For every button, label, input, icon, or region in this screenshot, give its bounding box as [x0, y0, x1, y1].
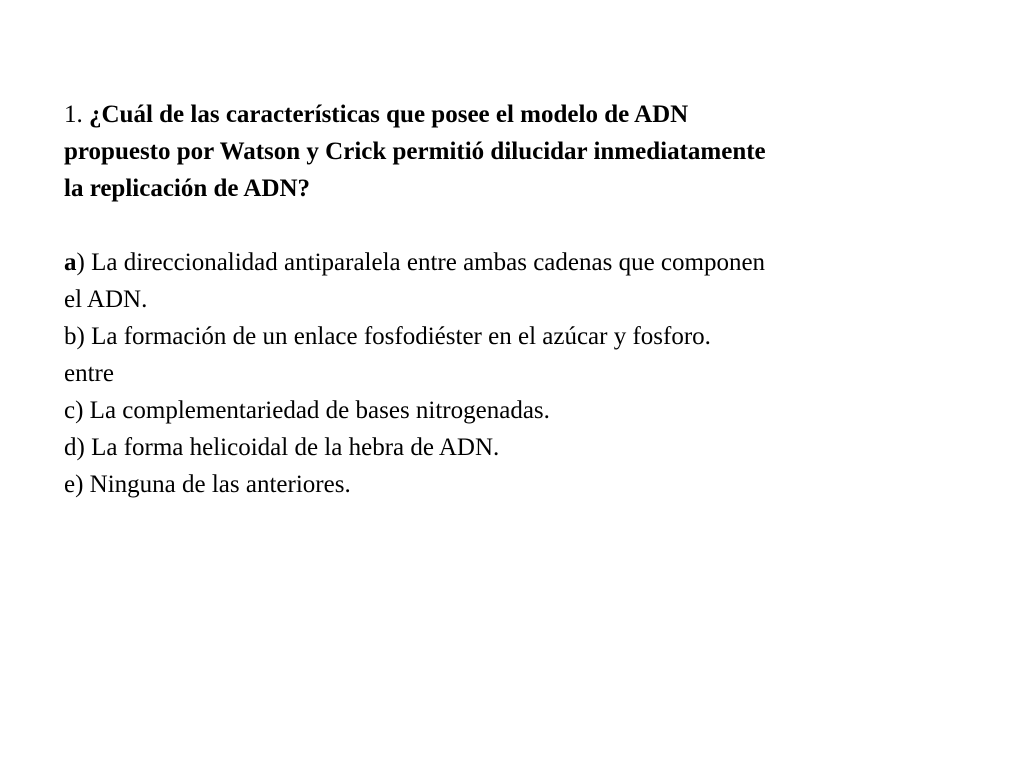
option-d[interactable]: d) La forma helicoidal de la hebra de ADN.	[64, 434, 500, 461]
question-number-suffix: .	[76, 101, 89, 128]
option-a[interactable]	[64, 244, 964, 318]
option-b-line-2: entre	[64, 360, 114, 387]
option-a-line-2: el ADN.	[64, 286, 148, 313]
option-c[interactable]: c) La complementariedad de bases nitrogenadas.	[64, 397, 550, 424]
question-line-1	[64, 96, 964, 133]
option-a-letter: a	[64, 249, 77, 276]
option-b-line-1: b) La formación de un enlace fosfodiéster en el azúcar y fosforo.	[64, 323, 711, 350]
question-block	[64, 96, 964, 503]
answer-options	[64, 244, 964, 503]
spacer	[64, 207, 964, 244]
question-text-line-2: propuesto por Watson y Crick permitió dilucidar inmediatamente	[64, 138, 766, 165]
option-a-line-1	[64, 244, 964, 281]
question-stem	[64, 96, 964, 207]
question-text-line-1: ¿Cuál de las características que posee el modelo de ADN	[89, 101, 689, 128]
option-a-text: ) La direccionalidad antiparalela entre ambas cadenas que componen	[76, 249, 766, 276]
question-text-line-3: la replicación de ADN?	[64, 175, 311, 202]
option-e[interactable]: e) Ninguna de las anteriores.	[64, 471, 351, 498]
question-number: 1	[64, 101, 77, 128]
option-b[interactable]	[64, 318, 964, 392]
